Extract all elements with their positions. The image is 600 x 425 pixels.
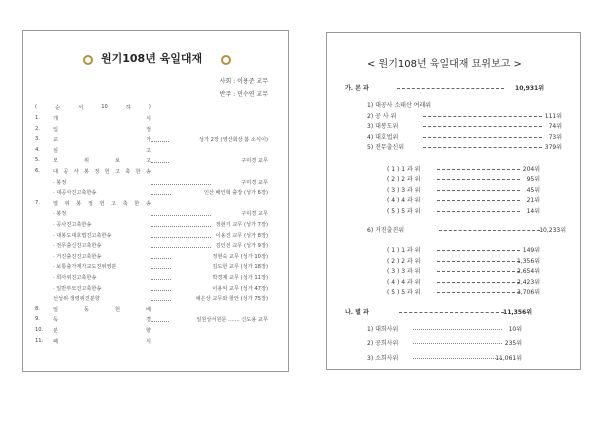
report-label: ( 5 ) 5 과 위 [387,289,421,296]
leader-dots [151,247,211,248]
item-label-char: 봉 [83,169,89,175]
item-label-char: 일 [53,306,59,313]
item-detail: 일원상서원문 ....... 신도용 교무 [196,317,268,324]
item-label-char: 식 [145,116,151,122]
item-label-char: 정 [145,126,151,133]
leader-dots [151,194,171,195]
leader-dashes [413,329,502,330]
item-label-char: 개 [53,116,59,122]
item-label-char: 분 [53,328,59,334]
leader-dots [151,184,211,185]
item-label-char: 모 [53,158,59,165]
sub-item-label: · 전무출신진고축한송 [53,243,102,250]
item-label [53,157,151,164]
leader-dots [151,268,171,269]
report-value: 14위 [526,207,540,215]
leader-dashes [437,211,520,212]
item-label-char: 폐 [53,338,59,345]
sub-item-detail: 구미경 교무 [241,211,268,218]
report-value: 204위 [522,165,540,173]
leader-dots [151,237,211,238]
leader-dashes [423,137,542,138]
item-label-char: 위 [83,158,89,165]
item-number: 10. [35,327,44,333]
item-label-char: 식 [145,338,151,345]
leader-dashes [413,343,502,344]
report-value: 21위 [526,197,540,204]
report-label: 3) 대봉도위 [367,123,399,130]
leader-dots [151,258,171,259]
leader-dots [151,300,171,301]
item-label-char: 대 [53,169,59,175]
report-label: ( 5 ) 5 과 위 [387,207,421,215]
item-number: 4. [35,146,40,153]
program-page [22,30,289,372]
report-value: 1,356위 [517,257,540,265]
report-value: 10위 [508,325,522,333]
accompanist-line: 반주 : 민수연 교무 [219,91,268,98]
report-value: 235위 [504,340,522,347]
item-number: 9. [35,316,40,323]
report-value: 74위 [548,123,562,130]
officiant-line: 사회 : 이용준 교무 [219,78,268,85]
item-number: 3. [35,136,40,143]
sub-item-label: 선성위·생령위진분향 [53,296,100,303]
item-label-char: 보 [114,158,120,165]
order-paren: ( [35,104,38,110]
leader-dots [151,321,169,322]
report-label: 5) 전무출신위 [367,144,405,151]
report-label: ( 1 ) 1 과 위 [387,247,421,254]
report-value: 2,423위 [517,278,540,286]
report-label: ( 2 ) 2 과 위 [387,257,421,265]
item-label-char: 고 [114,169,120,175]
leader-dashes [437,169,520,170]
item-label-char: 동 [83,306,89,313]
sub-item-detail: 정현숙 교무 (성가 10장) [212,253,268,260]
sub-item-detail: 예은상 교무와 항안 (성가 75장) [195,296,268,303]
leader-dashes [437,282,520,283]
item-label-char: 한 [135,169,141,175]
report-label: ( 4 ) 4 과 위 [387,197,421,204]
report-value: 149위 [522,247,540,254]
leader-dashes [437,179,520,180]
order-paren: ) [148,104,151,110]
order-header-label: 하 [125,105,131,111]
leader-dashes [437,190,520,191]
item-label [53,136,151,143]
report-value: 45위 [526,186,540,194]
item-label-char: 위 [64,200,70,207]
item-label-char: 헌 [99,200,105,207]
item-number: 1. [35,115,40,121]
report-label: 3) 소희사위 [367,354,399,362]
sub-item-detail: 이용진 교무 (성가 8장) [215,232,268,239]
item-label [53,306,151,313]
sub-item-label: · 봉정 [53,179,67,186]
leader-dots [151,279,171,280]
order-header-label: 서 [78,105,84,111]
leader-dashes [437,261,520,262]
item-label-char: 고 [145,158,151,165]
sub-item-label: · 보통출가재가교도진위영분 [53,264,117,271]
report-label: ( 3 ) 3 과 위 [387,186,421,194]
leader-dots [151,162,169,163]
leader-dots [151,141,169,142]
sub-item-detail: 김인선 교무 (성가 9장) [215,243,268,250]
leader-dots [151,290,171,291]
report-value: 2,654위 [517,268,540,275]
item-label-char: 입 [53,126,59,133]
program-title: 원기108년 육일대재 [101,52,203,65]
leader-dashes [399,312,504,313]
report-value: 3,706위 [517,289,540,296]
item-label [53,316,151,323]
report-value: 10,931위 [515,85,544,92]
ornament-circle-icon [221,55,231,65]
item-label-char: 경 [145,317,151,324]
item-label-char: 열 [53,200,59,207]
item-label-char: 정 [94,169,100,175]
report-label: 4) 대호법위 [367,133,399,141]
item-label [53,115,151,122]
item-label [53,338,151,345]
leader-dashes [437,250,520,251]
item-label-char: 심 [53,147,59,154]
report-label: ( 2 ) 2 과 위 [387,176,421,183]
item-label-char: 고 [111,200,117,207]
item-label [53,168,151,175]
report-label: ( 1 ) 1 과 위 [387,165,421,173]
order-header-label: 순 [55,105,61,111]
sub-item-label: · 희사위진고축한송 [53,275,97,281]
item-label-char: 축 [125,169,131,175]
sub-item-label: · 봉정 [53,211,67,218]
report-label: 나. 별 과 [345,308,369,316]
leader-dashes [423,147,542,148]
report-label: 6) 거진출진위 [367,227,405,234]
report-label: 가. 본 과 [345,85,369,92]
item-label [53,200,151,207]
memorial-report-page [326,32,581,370]
item-label-char: 축 [122,200,128,207]
item-label-char: 배 [145,306,151,313]
sub-item-detail: 이용익 교무 (성가 47장) [212,285,268,292]
item-label-char: 사 [73,169,79,175]
item-label-char: 가 [145,137,151,144]
order-header-label: 10 [101,104,108,110]
sub-item-detail: 박경제 교무 (성가 11장) [212,275,268,281]
sub-item-detail: 구미경 교무 [241,179,268,186]
report-label: 2) 공 사 위 [367,112,397,120]
sub-item-detail: 정현기 교무 (성가 7장) [215,222,268,228]
leader-dashes [437,200,520,201]
report-value: 11,061위 [495,354,522,362]
sub-item-label: · 대봉도대호법진고축한송 [53,232,112,239]
item-label-char: 송 [145,200,151,207]
report-value: 73위 [548,133,562,141]
sub-item-label: · 공사진고축한송 [53,222,92,228]
item-label-char: 향 [145,328,151,334]
item-label-char: 봉 [76,200,82,207]
item-label-char: 독 [53,317,59,324]
report-value: 95위 [526,176,540,183]
report-label: 2) 공희사위 [367,340,399,347]
item-label-char: 헌 [114,306,120,313]
item-label [53,327,151,334]
item-number: 6. [35,168,40,174]
item-number: 11. [35,337,44,344]
item-label-char: 정 [87,200,93,207]
item-label-char: 한 [134,200,140,207]
report-label: 1) 대공사 소태산 여래위 [367,102,432,109]
sub-item-detail: 김도헌 교무 (성가 18장) [212,264,268,271]
sub-item-detail: 인산 배인혁 출장 (성가 6장) [203,190,268,197]
report-label: 1) 대희사위 [367,325,399,333]
ornament-circle-icon [83,55,93,65]
leader-dashes [437,271,520,272]
sub-item-label: · 거진출진진고축한송 [53,253,102,260]
item-number: 7. [35,199,40,206]
order-header [35,104,151,111]
leader-dashes [439,230,540,231]
leader-dashes [413,358,502,359]
item-detail: 구미경 교무 [241,158,268,165]
report-value: 379위 [544,144,562,151]
item-label-char: 헌 [104,169,110,175]
item-number: 8. [35,305,40,312]
leader-dashes [423,116,542,117]
item-label-char: 송 [145,169,151,175]
item-number: 2. [35,125,40,132]
report-value: 111위 [544,112,562,120]
report-value: 10,233위 [539,227,566,234]
report-title: < 원기108년 육일대재 묘위보고 > [367,59,522,70]
leader-dashes [397,88,504,89]
leader-dots [151,226,211,227]
item-detail: 성가 2장 (영산회상 봄 소식이) [198,137,268,144]
report-label: ( 3 ) 3 과 위 [387,268,421,275]
sub-item-label: · 대공사진고축한송 [53,190,97,197]
item-label-char: 고 [145,147,151,154]
leader-dashes [423,126,542,127]
item-label-char: 공 [63,169,69,175]
item-label-char: 교 [53,137,59,144]
sub-item-label: · 일반부모진고축한송 [53,285,102,292]
item-label [53,126,151,133]
report-label: ( 4 ) 4 과 위 [387,278,421,286]
leader-dots [151,215,211,216]
report-value: 11,356위 [503,308,532,316]
leader-dashes [437,292,520,293]
item-number: 5. [35,157,40,164]
item-label [53,147,151,154]
